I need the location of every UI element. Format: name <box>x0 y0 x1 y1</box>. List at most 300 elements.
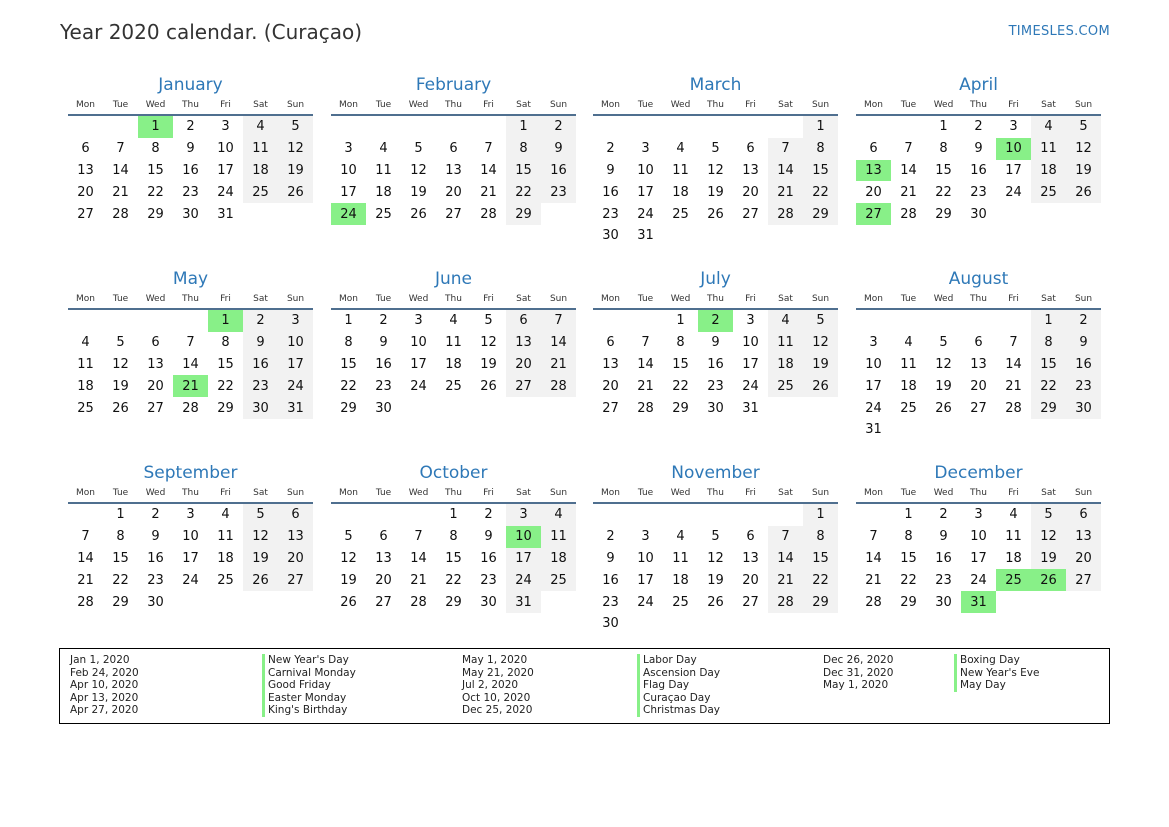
day-cell[interactable]: 8 <box>449 529 458 545</box>
day-cell[interactable]: 26 <box>707 206 724 222</box>
day-cell[interactable]: 13 <box>742 162 759 178</box>
day-cell[interactable]: 29 <box>672 400 689 416</box>
day-cell[interactable]: 24 <box>506 569 541 591</box>
day-cell[interactable]: 11 <box>1031 138 1066 160</box>
day-cell[interactable]: 13 <box>445 162 462 178</box>
day-cell[interactable]: 17 <box>182 550 199 566</box>
day-cell[interactable]: 15 <box>803 160 838 182</box>
day-cell[interactable]: 21 <box>112 184 129 200</box>
day-cell[interactable]: 28 <box>900 206 917 222</box>
day-cell[interactable]: 30 <box>375 400 392 416</box>
day-cell[interactable]: 7 <box>869 529 878 545</box>
day-cell[interactable]: 25 <box>541 569 576 591</box>
day-cell[interactable]: 5 <box>711 529 720 545</box>
day-cell[interactable]: 1 <box>506 116 541 138</box>
day-cell[interactable]: 22 <box>147 184 164 200</box>
day-cell[interactable]: 23 <box>970 184 987 200</box>
day-cell[interactable]: 13 <box>1066 526 1101 548</box>
day-cell[interactable]: 27 <box>445 206 462 222</box>
day-cell[interactable]: 24 <box>217 184 234 200</box>
day-cell[interactable]: 27 <box>147 400 164 416</box>
day-cell[interactable]: 14 <box>900 162 917 178</box>
day-cell[interactable]: 7 <box>116 141 125 157</box>
day-cell[interactable]: 21 <box>768 569 803 591</box>
day-cell[interactable]: 23 <box>935 572 952 588</box>
day-cell[interactable]: 12 <box>707 162 724 178</box>
day-cell[interactable]: 10 <box>340 162 357 178</box>
day-cell[interactable]: 27 <box>278 569 313 591</box>
day-cell[interactable]: 11 <box>217 529 234 545</box>
day-cell[interactable]: 28 <box>182 400 199 416</box>
day-cell[interactable]: 16 <box>480 550 497 566</box>
day-cell[interactable]: 14 <box>182 356 199 372</box>
day-cell[interactable]: 15 <box>935 162 952 178</box>
day-cell[interactable]: 30 <box>602 616 619 632</box>
holiday-day-cell[interactable]: 26 <box>1031 569 1066 591</box>
day-cell[interactable]: 24 <box>637 594 654 610</box>
day-cell[interactable]: 22 <box>803 569 838 591</box>
day-cell[interactable]: 25 <box>1031 181 1066 203</box>
day-cell[interactable]: 10 <box>970 529 987 545</box>
day-cell[interactable]: 11 <box>375 162 392 178</box>
day-cell[interactable]: 1 <box>803 116 838 138</box>
day-cell[interactable]: 31 <box>637 228 654 244</box>
day-cell[interactable]: 8 <box>344 335 353 351</box>
day-cell[interactable]: 2 <box>974 119 983 135</box>
day-cell[interactable]: 8 <box>676 335 685 351</box>
day-cell[interactable]: 5 <box>803 310 838 332</box>
day-cell[interactable]: 20 <box>147 378 164 394</box>
day-cell[interactable]: 29 <box>935 206 952 222</box>
day-cell[interactable]: 15 <box>803 548 838 570</box>
day-cell[interactable]: 29 <box>1031 397 1066 419</box>
day-cell[interactable]: 26 <box>707 594 724 610</box>
day-cell[interactable]: 15 <box>1031 354 1066 376</box>
day-cell[interactable]: 1 <box>344 313 353 329</box>
day-cell[interactable]: 1 <box>1031 310 1066 332</box>
day-cell[interactable]: 9 <box>379 335 388 351</box>
day-cell[interactable]: 16 <box>1066 354 1101 376</box>
day-cell[interactable]: 21 <box>637 378 654 394</box>
day-cell[interactable]: 3 <box>869 335 878 351</box>
day-cell[interactable]: 29 <box>506 203 541 225</box>
day-cell[interactable]: 5 <box>414 141 423 157</box>
day-cell[interactable]: 18 <box>445 356 462 372</box>
day-cell[interactable]: 16 <box>707 356 724 372</box>
day-cell[interactable]: 25 <box>445 378 462 394</box>
day-cell[interactable]: 5 <box>243 504 278 526</box>
day-cell[interactable]: 8 <box>939 141 948 157</box>
day-cell[interactable]: 15 <box>445 550 462 566</box>
day-cell[interactable]: 29 <box>900 594 917 610</box>
day-cell[interactable]: 19 <box>707 184 724 200</box>
day-cell[interactable]: 10 <box>182 529 199 545</box>
day-cell[interactable]: 20 <box>375 572 392 588</box>
day-cell[interactable]: 24 <box>970 572 987 588</box>
day-cell[interactable]: 23 <box>602 206 619 222</box>
day-cell[interactable]: 14 <box>768 548 803 570</box>
day-cell[interactable]: 31 <box>865 422 882 438</box>
day-cell[interactable]: 11 <box>445 335 462 351</box>
day-cell[interactable]: 15 <box>672 356 689 372</box>
day-cell[interactable]: 7 <box>81 529 90 545</box>
day-cell[interactable]: 30 <box>935 594 952 610</box>
day-cell[interactable]: 21 <box>480 184 497 200</box>
day-cell[interactable]: 14 <box>480 162 497 178</box>
day-cell[interactable]: 25 <box>768 375 803 397</box>
day-cell[interactable]: 5 <box>344 529 353 545</box>
day-cell[interactable]: 2 <box>606 529 615 545</box>
day-cell[interactable]: 27 <box>602 400 619 416</box>
day-cell[interactable]: 4 <box>904 335 913 351</box>
day-cell[interactable]: 22 <box>935 184 952 200</box>
day-cell[interactable]: 5 <box>1066 116 1101 138</box>
day-cell[interactable]: 4 <box>449 313 458 329</box>
day-cell[interactable]: 12 <box>935 356 952 372</box>
holiday-day-cell[interactable]: 10 <box>506 526 541 548</box>
holiday-day-cell[interactable]: 2 <box>698 310 733 332</box>
day-cell[interactable]: 25 <box>77 400 94 416</box>
day-cell[interactable]: 18 <box>243 160 278 182</box>
day-cell[interactable]: 20 <box>1066 548 1101 570</box>
day-cell[interactable]: 12 <box>278 138 313 160</box>
day-cell[interactable]: 15 <box>147 162 164 178</box>
day-cell[interactable]: 4 <box>1031 116 1066 138</box>
day-cell[interactable]: 10 <box>637 550 654 566</box>
day-cell[interactable]: 2 <box>186 119 195 135</box>
day-cell[interactable]: 8 <box>116 529 125 545</box>
day-cell[interactable]: 3 <box>278 310 313 332</box>
day-cell[interactable]: 5 <box>939 335 948 351</box>
day-cell[interactable]: 16 <box>602 184 619 200</box>
day-cell[interactable]: 6 <box>606 335 615 351</box>
day-cell[interactable]: 29 <box>803 203 838 225</box>
day-cell[interactable]: 28 <box>77 594 94 610</box>
day-cell[interactable]: 3 <box>641 529 650 545</box>
day-cell[interactable]: 7 <box>904 141 913 157</box>
day-cell[interactable]: 17 <box>970 550 987 566</box>
day-cell[interactable]: 12 <box>480 335 497 351</box>
day-cell[interactable]: 12 <box>243 526 278 548</box>
day-cell[interactable]: 21 <box>1005 378 1022 394</box>
day-cell[interactable]: 5 <box>484 313 493 329</box>
day-cell[interactable]: 9 <box>606 550 615 566</box>
day-cell[interactable]: 17 <box>506 548 541 570</box>
day-cell[interactable]: 25 <box>672 594 689 610</box>
day-cell[interactable]: 17 <box>278 354 313 376</box>
day-cell[interactable]: 28 <box>865 594 882 610</box>
day-cell[interactable]: 5 <box>278 116 313 138</box>
day-cell[interactable]: 18 <box>900 378 917 394</box>
day-cell[interactable]: 20 <box>278 548 313 570</box>
day-cell[interactable]: 10 <box>865 356 882 372</box>
day-cell[interactable]: 11 <box>541 526 576 548</box>
day-cell[interactable]: 9 <box>1066 332 1101 354</box>
day-cell[interactable]: 28 <box>768 203 803 225</box>
day-cell[interactable]: 18 <box>217 550 234 566</box>
day-cell[interactable]: 16 <box>541 160 576 182</box>
holiday-day-cell[interactable]: 31 <box>961 591 996 613</box>
day-cell[interactable]: 25 <box>672 206 689 222</box>
day-cell[interactable]: 22 <box>340 378 357 394</box>
day-cell[interactable]: 21 <box>865 572 882 588</box>
holiday-day-cell[interactable]: 24 <box>331 203 366 225</box>
day-cell[interactable]: 6 <box>506 310 541 332</box>
day-cell[interactable]: 24 <box>278 375 313 397</box>
day-cell[interactable]: 26 <box>410 206 427 222</box>
holiday-day-cell[interactable]: 1 <box>138 116 173 138</box>
day-cell[interactable]: 17 <box>865 378 882 394</box>
day-cell[interactable]: 4 <box>676 141 685 157</box>
day-cell[interactable]: 30 <box>243 397 278 419</box>
day-cell[interactable]: 30 <box>147 594 164 610</box>
day-cell[interactable]: 26 <box>278 181 313 203</box>
day-cell[interactable]: 25 <box>375 206 392 222</box>
day-cell[interactable]: 19 <box>935 378 952 394</box>
day-cell[interactable]: 26 <box>112 400 129 416</box>
day-cell[interactable]: 1 <box>939 119 948 135</box>
holiday-day-cell[interactable]: 13 <box>856 160 891 182</box>
day-cell[interactable]: 15 <box>506 160 541 182</box>
day-cell[interactable]: 21 <box>900 184 917 200</box>
day-cell[interactable]: 18 <box>672 572 689 588</box>
day-cell[interactable]: 2 <box>151 507 160 523</box>
day-cell[interactable]: 26 <box>480 378 497 394</box>
day-cell[interactable]: 10 <box>637 162 654 178</box>
day-cell[interactable]: 4 <box>1009 507 1018 523</box>
day-cell[interactable]: 3 <box>414 313 423 329</box>
day-cell[interactable]: 12 <box>410 162 427 178</box>
day-cell[interactable]: 1 <box>676 313 685 329</box>
day-cell[interactable]: 15 <box>112 550 129 566</box>
day-cell[interactable]: 1 <box>904 507 913 523</box>
day-cell[interactable]: 25 <box>243 181 278 203</box>
day-cell[interactable]: 23 <box>707 378 724 394</box>
day-cell[interactable]: 27 <box>742 594 759 610</box>
day-cell[interactable]: 12 <box>707 550 724 566</box>
day-cell[interactable]: 28 <box>768 591 803 613</box>
day-cell[interactable]: 28 <box>480 206 497 222</box>
day-cell[interactable]: 17 <box>637 184 654 200</box>
day-cell[interactable]: 19 <box>278 160 313 182</box>
day-cell[interactable]: 21 <box>77 572 94 588</box>
day-cell[interactable]: 20 <box>970 378 987 394</box>
day-cell[interactable]: 29 <box>147 206 164 222</box>
day-cell[interactable]: 11 <box>1005 529 1022 545</box>
day-cell[interactable]: 20 <box>742 184 759 200</box>
day-cell[interactable]: 21 <box>768 181 803 203</box>
day-cell[interactable]: 31 <box>217 206 234 222</box>
day-cell[interactable]: 22 <box>900 572 917 588</box>
day-cell[interactable]: 2 <box>379 313 388 329</box>
holiday-day-cell[interactable]: 21 <box>173 375 208 397</box>
day-cell[interactable]: 20 <box>77 184 94 200</box>
day-cell[interactable]: 6 <box>81 141 90 157</box>
day-cell[interactable]: 22 <box>506 181 541 203</box>
day-cell[interactable]: 17 <box>217 162 234 178</box>
day-cell[interactable]: 24 <box>637 206 654 222</box>
day-cell[interactable]: 20 <box>506 354 541 376</box>
holiday-day-cell[interactable]: 1 <box>208 310 243 332</box>
day-cell[interactable]: 20 <box>445 184 462 200</box>
day-cell[interactable]: 14 <box>541 332 576 354</box>
day-cell[interactable]: 26 <box>803 375 838 397</box>
day-cell[interactable]: 27 <box>375 594 392 610</box>
day-cell[interactable]: 19 <box>1031 548 1066 570</box>
day-cell[interactable]: 27 <box>506 375 541 397</box>
day-cell[interactable]: 9 <box>711 335 720 351</box>
day-cell[interactable]: 13 <box>147 356 164 372</box>
day-cell[interactable]: 3 <box>746 313 755 329</box>
day-cell[interactable]: 19 <box>1066 160 1101 182</box>
day-cell[interactable]: 29 <box>217 400 234 416</box>
day-cell[interactable]: 4 <box>768 310 803 332</box>
day-cell[interactable]: 4 <box>676 529 685 545</box>
day-cell[interactable]: 9 <box>974 141 983 157</box>
day-cell[interactable]: 22 <box>672 378 689 394</box>
day-cell[interactable]: 20 <box>865 184 882 200</box>
day-cell[interactable]: 8 <box>221 335 230 351</box>
day-cell[interactable]: 1 <box>803 504 838 526</box>
day-cell[interactable]: 14 <box>637 356 654 372</box>
day-cell[interactable]: 7 <box>541 310 576 332</box>
day-cell[interactable]: 6 <box>746 529 755 545</box>
day-cell[interactable]: 29 <box>112 594 129 610</box>
day-cell[interactable]: 25 <box>217 572 234 588</box>
day-cell[interactable]: 8 <box>506 138 541 160</box>
day-cell[interactable]: 29 <box>340 400 357 416</box>
day-cell[interactable]: 14 <box>410 550 427 566</box>
day-cell[interactable]: 7 <box>1009 335 1018 351</box>
day-cell[interactable]: 10 <box>217 141 234 157</box>
day-cell[interactable]: 27 <box>742 206 759 222</box>
day-cell[interactable]: 21 <box>410 572 427 588</box>
day-cell[interactable]: 11 <box>900 356 917 372</box>
day-cell[interactable]: 23 <box>243 375 278 397</box>
day-cell[interactable]: 19 <box>410 184 427 200</box>
day-cell[interactable]: 2 <box>1066 310 1101 332</box>
day-cell[interactable]: 23 <box>1066 375 1101 397</box>
day-cell[interactable]: 9 <box>484 529 493 545</box>
day-cell[interactable]: 10 <box>278 332 313 354</box>
day-cell[interactable]: 8 <box>904 529 913 545</box>
day-cell[interactable]: 24 <box>865 400 882 416</box>
day-cell[interactable]: 22 <box>112 572 129 588</box>
day-cell[interactable]: 3 <box>506 504 541 526</box>
day-cell[interactable]: 16 <box>375 356 392 372</box>
day-cell[interactable]: 7 <box>186 335 195 351</box>
day-cell[interactable]: 5 <box>711 141 720 157</box>
day-cell[interactable]: 6 <box>449 141 458 157</box>
day-cell[interactable]: 29 <box>803 591 838 613</box>
day-cell[interactable]: 19 <box>340 572 357 588</box>
day-cell[interactable]: 15 <box>340 356 357 372</box>
day-cell[interactable]: 17 <box>1005 162 1022 178</box>
day-cell[interactable]: 27 <box>1066 569 1101 591</box>
day-cell[interactable]: 13 <box>602 356 619 372</box>
day-cell[interactable]: 24 <box>410 378 427 394</box>
holiday-day-cell[interactable]: 27 <box>856 203 891 225</box>
day-cell[interactable]: 12 <box>1031 526 1066 548</box>
day-cell[interactable]: 30 <box>602 228 619 244</box>
day-cell[interactable]: 27 <box>970 400 987 416</box>
day-cell[interactable]: 12 <box>1066 138 1101 160</box>
day-cell[interactable]: 4 <box>541 504 576 526</box>
day-cell[interactable]: 11 <box>77 356 94 372</box>
day-cell[interactable]: 13 <box>375 550 392 566</box>
day-cell[interactable]: 28 <box>541 375 576 397</box>
day-cell[interactable]: 6 <box>1066 504 1101 526</box>
day-cell[interactable]: 11 <box>243 138 278 160</box>
day-cell[interactable]: 30 <box>970 206 987 222</box>
day-cell[interactable]: 7 <box>768 138 803 160</box>
day-cell[interactable]: 6 <box>379 529 388 545</box>
day-cell[interactable]: 16 <box>147 550 164 566</box>
day-cell[interactable]: 2 <box>243 310 278 332</box>
day-cell[interactable]: 18 <box>541 548 576 570</box>
day-cell[interactable]: 26 <box>935 400 952 416</box>
day-cell[interactable]: 19 <box>480 356 497 372</box>
day-cell[interactable]: 24 <box>1005 184 1022 200</box>
day-cell[interactable]: 4 <box>221 507 230 523</box>
day-cell[interactable]: 24 <box>182 572 199 588</box>
day-cell[interactable]: 23 <box>182 184 199 200</box>
day-cell[interactable]: 23 <box>147 572 164 588</box>
day-cell[interactable]: 18 <box>672 184 689 200</box>
day-cell[interactable]: 12 <box>803 332 838 354</box>
day-cell[interactable]: 8 <box>803 526 838 548</box>
day-cell[interactable]: 9 <box>541 138 576 160</box>
day-cell[interactable]: 17 <box>410 356 427 372</box>
day-cell[interactable]: 20 <box>742 572 759 588</box>
day-cell[interactable]: 29 <box>445 594 462 610</box>
day-cell[interactable]: 6 <box>151 335 160 351</box>
day-cell[interactable]: 20 <box>602 378 619 394</box>
day-cell[interactable]: 9 <box>243 332 278 354</box>
day-cell[interactable]: 11 <box>768 332 803 354</box>
day-cell[interactable]: 14 <box>1005 356 1022 372</box>
day-cell[interactable]: 2 <box>541 116 576 138</box>
day-cell[interactable]: 2 <box>606 141 615 157</box>
day-cell[interactable]: 2 <box>484 507 493 523</box>
day-cell[interactable]: 26 <box>1066 181 1101 203</box>
day-cell[interactable]: 10 <box>410 335 427 351</box>
day-cell[interactable]: 6 <box>278 504 313 526</box>
day-cell[interactable]: 7 <box>484 141 493 157</box>
day-cell[interactable]: 23 <box>602 594 619 610</box>
day-cell[interactable]: 18 <box>375 184 392 200</box>
day-cell[interactable]: 31 <box>278 397 313 419</box>
day-cell[interactable]: 16 <box>935 550 952 566</box>
day-cell[interactable]: 23 <box>480 572 497 588</box>
day-cell[interactable]: 9 <box>186 141 195 157</box>
day-cell[interactable]: 23 <box>375 378 392 394</box>
day-cell[interactable]: 5 <box>1031 504 1066 526</box>
day-cell[interactable]: 14 <box>865 550 882 566</box>
day-cell[interactable]: 28 <box>410 594 427 610</box>
day-cell[interactable]: 7 <box>641 335 650 351</box>
day-cell[interactable]: 22 <box>803 181 838 203</box>
day-cell[interactable]: 1 <box>116 507 125 523</box>
day-cell[interactable]: 17 <box>742 356 759 372</box>
day-cell[interactable]: 18 <box>77 378 94 394</box>
day-cell[interactable]: 16 <box>243 354 278 376</box>
day-cell[interactable]: 9 <box>939 529 948 545</box>
day-cell[interactable]: 22 <box>217 378 234 394</box>
day-cell[interactable]: 1 <box>449 507 458 523</box>
day-cell[interactable]: 13 <box>278 526 313 548</box>
day-cell[interactable]: 9 <box>606 162 615 178</box>
